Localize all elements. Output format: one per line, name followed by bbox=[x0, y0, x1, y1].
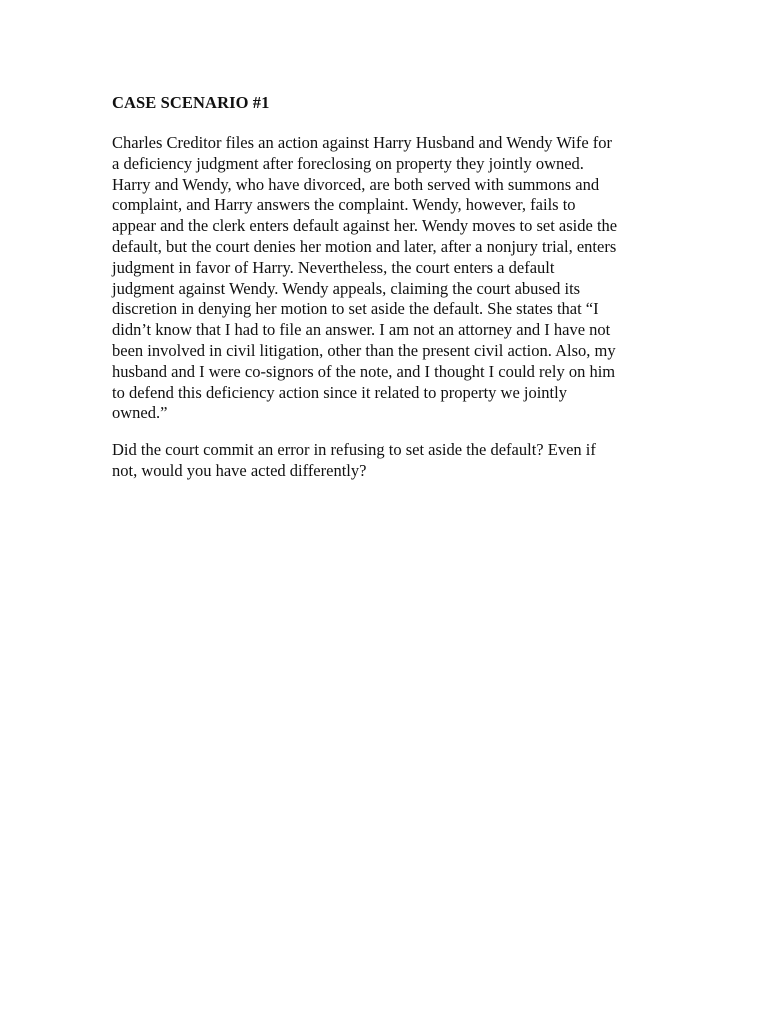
paragraph-line: husband and I were co-signors of the note, and I thought I could rely on him bbox=[112, 361, 616, 381]
paragraph-line: complaint, and Harry answers the complaint. Wendy, however, fails to bbox=[112, 195, 576, 215]
paragraph-line: appear and the clerk enters default against her. Wendy moves to set aside the bbox=[112, 216, 618, 236]
question-paragraph bbox=[112, 440, 668, 482]
case-heading: CASE SCENARIO #1 bbox=[112, 93, 270, 112]
paragraph-line: judgment in favor of Harry. Nevertheless, the court enters a default bbox=[112, 257, 555, 277]
paragraph-line: Charles Creditor files an action against Harry Husband and Wendy Wife for bbox=[112, 133, 613, 152]
paragraph-line: been involved in civil litigation, other than the present civil action. Also, my bbox=[112, 340, 616, 360]
paragraph-line: to defend this deficiency action since it related to property we jointly bbox=[112, 382, 567, 402]
question-line: not, would you have acted differently? bbox=[112, 460, 367, 480]
paragraph-line: judgment against Wendy. Wendy appeals, claiming the court abused its bbox=[112, 278, 581, 298]
paragraph-line: owned.” bbox=[112, 403, 168, 423]
paragraph-line: discretion in denying her motion to set aside the default. She states that “I bbox=[112, 299, 599, 319]
paragraph-line: default, but the court denies her motion and later, after a nonjury trial, enters bbox=[112, 236, 617, 256]
paragraph-line: Harry and Wendy, who have divorced, are both served with summons and bbox=[112, 174, 600, 194]
question-line: Did the court commit an error in refusing to set aside the default? Even if bbox=[112, 440, 596, 460]
paragraph-line: a deficiency judgment after foreclosing on property they jointly owned. bbox=[112, 153, 584, 173]
scenario-paragraph bbox=[112, 133, 668, 424]
paragraph-line: didn’t know that I had to file an answer. I am not an attorney and I have not bbox=[112, 320, 611, 340]
